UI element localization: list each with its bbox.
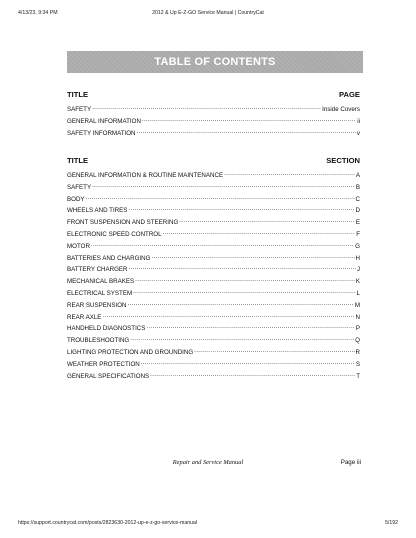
entry-title: FRONT SUSPENSION AND STEERING bbox=[67, 219, 179, 227]
entry-reference: T bbox=[356, 372, 360, 380]
dot-leader bbox=[179, 217, 355, 224]
dot-leader bbox=[146, 323, 354, 330]
toc-row[interactable] bbox=[67, 264, 360, 276]
front-matter-col-title: TITLE bbox=[67, 90, 89, 99]
toc-row[interactable] bbox=[67, 217, 360, 229]
print-header bbox=[18, 10, 398, 18]
toc-row[interactable] bbox=[67, 312, 360, 324]
toc-row[interactable] bbox=[67, 229, 360, 241]
entry-title: BATTERY CHARGER bbox=[67, 266, 128, 274]
toc-row[interactable] bbox=[67, 288, 360, 300]
entry-reference: F bbox=[356, 230, 360, 238]
dot-leader bbox=[150, 371, 355, 378]
toc-row[interactable] bbox=[67, 347, 360, 359]
entry-reference: v bbox=[356, 129, 360, 137]
entry-reference: D bbox=[355, 207, 360, 215]
toc-row[interactable] bbox=[67, 241, 360, 253]
entry-reference: J bbox=[356, 266, 360, 274]
entry-reference: Inside Covers bbox=[322, 106, 360, 113]
entry-title: REAR AXLE bbox=[67, 313, 102, 321]
entry-title: GENERAL INFORMATION & ROUTINE MAINTENANCE bbox=[67, 172, 224, 179]
entry-reference: A bbox=[355, 172, 360, 179]
dot-leader bbox=[86, 194, 355, 201]
front-matter-list bbox=[67, 90, 360, 139]
toc-row[interactable] bbox=[67, 182, 360, 194]
entry-reference: E bbox=[355, 219, 360, 227]
entry-title: GENERAL INFORMATION bbox=[67, 117, 141, 125]
footer-manual-title: Repair and Service Manual bbox=[172, 459, 244, 466]
entry-title: ELECTRONIC SPEED CONTROL bbox=[67, 230, 162, 238]
dot-leader bbox=[130, 335, 354, 342]
front-matter-entries bbox=[67, 104, 360, 139]
entry-title: WHEELS AND TIRES bbox=[67, 207, 128, 215]
dot-leader bbox=[142, 116, 356, 123]
print-url[interactable]: https://support.countrycat.com/posts/2823630-2012-up-e-z-go-service-manual bbox=[18, 520, 198, 526]
entry-reference: L bbox=[356, 289, 360, 297]
toc-row[interactable] bbox=[67, 205, 360, 217]
toc-row[interactable] bbox=[67, 253, 360, 265]
toc-row[interactable] bbox=[67, 359, 360, 371]
entry-reference: P bbox=[355, 325, 360, 333]
entry-title: SAFETY bbox=[67, 183, 92, 191]
dot-leader bbox=[141, 359, 355, 366]
dot-leader bbox=[163, 229, 356, 236]
toc-row[interactable] bbox=[67, 276, 360, 288]
toc-row[interactable] bbox=[67, 371, 360, 383]
entry-reference: H bbox=[355, 254, 360, 262]
entry-title: BATTERIES AND CHARGING bbox=[67, 254, 151, 262]
entry-reference: ii bbox=[357, 117, 360, 125]
toc-row[interactable] bbox=[67, 116, 360, 128]
entry-title: WEATHER PROTECTION bbox=[67, 360, 140, 368]
sections-list bbox=[67, 156, 360, 382]
dot-leader bbox=[91, 241, 354, 248]
entry-reference: M bbox=[354, 301, 360, 309]
entry-title: ELECTRICAL SYSTEM bbox=[67, 289, 133, 297]
dot-leader bbox=[133, 288, 355, 295]
print-datetime: 4/13/23, 9:34 PM bbox=[18, 10, 58, 16]
toc-row[interactable] bbox=[67, 170, 360, 182]
dot-leader bbox=[194, 347, 354, 354]
dot-leader bbox=[129, 264, 356, 271]
dot-leader bbox=[127, 300, 353, 307]
dot-leader bbox=[137, 128, 356, 135]
toc-banner-title: TABLE OF CONTENTS bbox=[154, 56, 276, 68]
entry-title: REAR SUSPENSION bbox=[67, 301, 127, 309]
entry-title: MOTOR bbox=[67, 242, 90, 250]
sections-col-title: TITLE bbox=[67, 156, 89, 165]
entry-reference: R bbox=[355, 348, 360, 356]
entry-reference: Q bbox=[355, 337, 360, 345]
sections-header bbox=[67, 156, 360, 168]
toc-row[interactable] bbox=[67, 128, 360, 140]
toc-row[interactable] bbox=[67, 323, 360, 335]
toc-banner bbox=[67, 51, 363, 73]
footer-page-number: Page iii bbox=[340, 459, 361, 466]
entry-title: GENERAL SPECIFICATIONS bbox=[67, 372, 150, 380]
entry-reference: G bbox=[355, 242, 360, 250]
dot-leader bbox=[135, 276, 355, 283]
entry-reference: K bbox=[355, 278, 360, 286]
entry-reference: C bbox=[355, 195, 360, 203]
toc-row[interactable] bbox=[67, 104, 360, 116]
front-matter-header bbox=[67, 90, 360, 102]
toc-row[interactable] bbox=[67, 194, 360, 206]
entry-title: SAFETY INFORMATION bbox=[67, 129, 136, 137]
dot-leader bbox=[151, 253, 354, 260]
dot-leader bbox=[128, 205, 354, 212]
section-entries bbox=[67, 170, 360, 382]
entry-title: LIGHTING PROTECTION AND GROUNDING bbox=[67, 348, 194, 356]
print-page-count: 5/192 bbox=[385, 520, 398, 526]
sections-col-section: SECTION bbox=[326, 156, 360, 165]
toc-row[interactable] bbox=[67, 335, 360, 347]
dot-leader bbox=[92, 104, 321, 111]
toc-row[interactable] bbox=[67, 300, 360, 312]
dot-leader bbox=[102, 312, 354, 319]
entry-title: SAFETY bbox=[67, 106, 92, 113]
entry-title: TROUBLESHOOTING bbox=[67, 337, 130, 345]
entry-reference: N bbox=[355, 313, 360, 321]
dot-leader bbox=[92, 182, 355, 189]
entry-title: BODY bbox=[67, 195, 85, 203]
entry-reference: B bbox=[355, 183, 360, 191]
print-doc-title: 2012 & Up E-Z-GO Service Manual | CountryCat bbox=[152, 10, 264, 16]
entry-reference: S bbox=[355, 360, 360, 368]
entry-title: HANDHELD DIAGNOSTICS bbox=[67, 325, 146, 333]
entry-title: MECHANICAL BRAKES bbox=[67, 278, 135, 286]
front-matter-col-page: PAGE bbox=[339, 90, 360, 99]
dot-leader bbox=[224, 170, 355, 177]
